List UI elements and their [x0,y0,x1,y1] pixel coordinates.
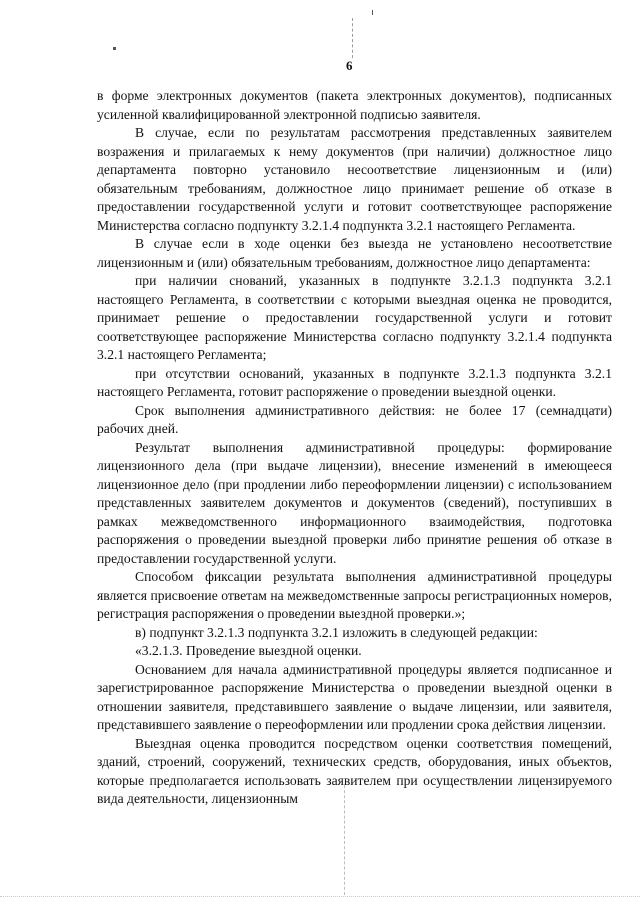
paragraph-section-heading: «3.2.1.3. Проведение выездной оценки. [135,643,362,658]
paragraph-action-deadline: Срок выполнения административного действия: не более 17 (семнадцати) рабочих дней. [97,402,612,436]
paragraph-grounds-absent: при отсутствии оснований, указанных в подпункте 3.2.1.3 подпункта 3.2.1 настоящего Регламента, готовит распоряжение о проведении выездной оценки. [97,365,612,399]
scan-fold-mark [352,18,354,58]
paragraph-no-mismatch: В случае если в ходе оценки без выезда не установлено несоответствие лицензионным и (или) обязательным требованиям, должностное лицо департамента: [97,236,612,270]
paragraph-result-fixation: Способом фиксации результата выполнения административной процедуры является присвоение ответам на межведомственные запросы регистрационных номеров, регистрация распоряжения о проведении выездной проверки.»; [97,569,612,621]
scan-speck [113,47,116,50]
paragraph-procedure-basis: Основанием для начала административной процедуры является подписанное и зарегистрированное распоряжение Министерства о проведении выездной оценки в отношении заявителя, представившего заявление о выдаче лицензии, или заявителя, представившего заявление о переоформлении или продлении срока действия лицензии. [97,661,612,732]
scan-bottom-edge [0,896,640,897]
scan-fold-mark-bottom [344,785,346,895]
paragraph-onsite-assessment: Выездная оценка проводится посредством оценки соответствия помещений, зданий, строений, сооружений, технических средств, оборудования, иных объектов, которые предполагается использовать заявителем при осуществлении лицензируемого вида деятельности, лицензионным [97,735,612,806]
document-body [97,87,612,809]
paragraph-procedure-result: Результат выполнения административной процедуры: формирование лицензионного дела (при выдаче лицензии), внесение изменений в имеющееся лицензионное дело (при продлении либо переоформлении лицензии) с использованием представленных заявителем документов и документов (сведений), поступивших в рамках межведомственного информационного взаимодействия, подготовка распоряжения о проведении выездной проверки либо принятие решения об отказе в предоставлении государственной услуги. [97,439,612,566]
paragraph-grounds-present: при наличии снований, указанных в подпункте 3.2.1.3 подпункта 3.2.1 настоящего Регламента, в соответствии с которыми выездная оценка не проводится, принимает решение о предоставлении государственной услуги и готовит соответствующее распоряжение Министерства согласно подпункту 3.2.1.4 подпункта 3.2.1 настоящего Регламента; [97,273,612,362]
page-number: 6 [346,58,353,73]
paragraph-objection-review: В случае, если по результатам рассмотрения представленных заявителем возражения и прилагаемых к нему документов (при наличии) должностное лицо департамента повторно установило несоответствие лицензионным и (или) обязательным требованиям, должностное лицо принимает решение об отказе в предоставлении государственной услуги и готовит соответствующее распоряжение Министерства согласно подпункту 3.2.1.4 подпункта 3.2.1 настоящего Регламента. [97,125,612,233]
paragraph-amendment-c: в) подпункт 3.2.1.3 подпункта 3.2.1 изложить в следующей редакции: [135,624,538,640]
scan-speck [372,10,373,15]
paragraph-electronic-docs: в форме электронных документов (пакета электронных документов), подписанных усиленной квалифицированной электронной подписью заявителя. [97,88,612,122]
